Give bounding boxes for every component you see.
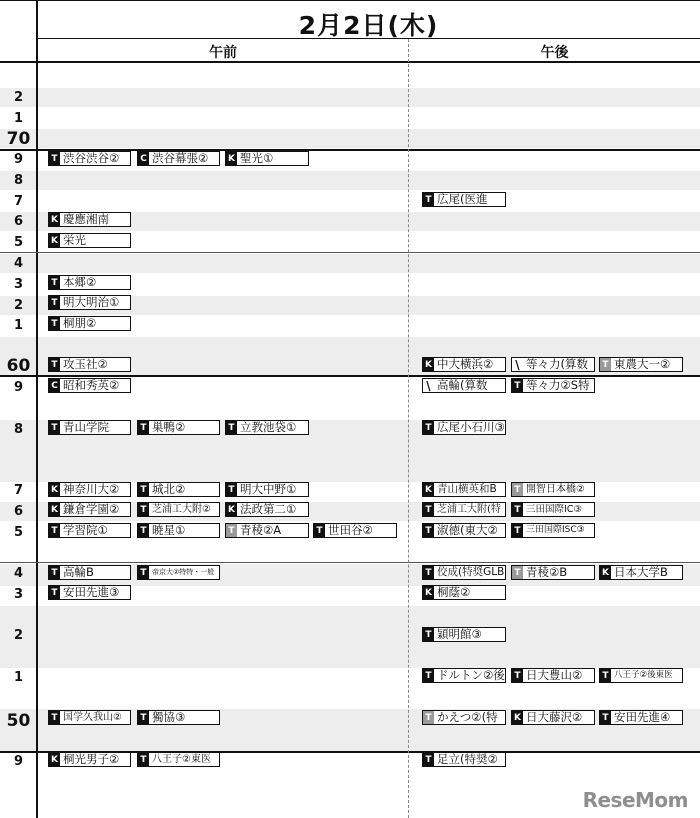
badge-icon: T [138,566,149,579]
school-label: 芝浦工大附② [152,504,211,515]
school-entry [48,212,131,227]
badge-icon: T [49,524,60,537]
row-label: 9 [13,380,24,395]
school-entry [225,151,309,166]
school-entry [48,585,131,600]
school-label: 八王子②東医 [152,754,211,765]
badge-icon: K [49,753,60,766]
watermark-logo: ReseMom [582,788,688,812]
school-entry [511,523,595,538]
badge-icon: T [512,483,523,496]
school-entry [599,357,683,372]
row-label: 5 [13,235,24,250]
row-label: 50 [6,711,31,731]
school-label: 暁星① [152,523,186,537]
badge-icon: T [423,421,434,434]
school-entry [48,151,131,166]
badge-icon: T [600,711,611,724]
school-label: 三田国際ISC③ [526,525,585,535]
school-entry [48,295,131,310]
row-label: 3 [13,277,24,292]
badge-icon: T [600,358,611,371]
school-entry [422,752,506,767]
school-entry [599,668,683,683]
badge-icon: T [512,379,523,392]
badge-icon: T [49,276,60,289]
school-label: 足立(特奨② [437,752,498,766]
school-label: 東農大一② [614,357,671,371]
school-entry [422,668,506,683]
badge-icon: T [423,628,434,641]
school-entry [422,192,506,207]
school-entry [137,420,220,435]
badge-icon: K [600,566,611,579]
school-label: 城北② [152,482,186,496]
school-entry [422,378,506,393]
school-entry [48,752,131,767]
school-label: 芝浦工大附(特 [437,504,501,515]
school-label: 国学久我山② [63,712,122,723]
school-label: 広尾(医進 [437,192,488,206]
school-entry [422,585,506,600]
school-label: 鎌倉学園② [63,502,120,516]
school-label: 栄光 [63,233,86,247]
school-entry [48,233,131,248]
badge-icon: T [49,317,60,330]
badge-icon: T [512,503,523,516]
badge-icon: K [226,152,237,165]
pm-column-header: 午後 [540,45,569,61]
school-label: 佼成(特奨GLB [437,566,505,578]
badge-icon: T [512,524,523,537]
school-entry [225,482,309,497]
school-label: 桐朋② [63,316,97,330]
row-label: 6 [13,214,24,229]
school-label: 青稜②B [526,565,568,579]
badge-icon: \ [423,379,434,392]
school-entry [422,502,506,517]
badge-icon: T [423,503,434,516]
school-entry [511,710,595,725]
school-label: かえつ②(特 [437,710,498,724]
school-label: 日大藤沢② [526,710,583,724]
badge-icon: K [423,358,434,371]
badge-icon: T [138,503,149,516]
badge-icon: T [49,586,60,599]
badge-icon: K [512,711,523,724]
row-label: 9 [13,152,24,167]
badge-icon: T [512,669,523,682]
school-entry [422,710,506,725]
row-label: 7 [13,483,24,498]
row-label: 2 [13,90,24,105]
school-entry [225,420,309,435]
school-label: 攻玉社② [63,357,108,371]
row-label: 6 [13,504,24,519]
badge-icon: T [138,711,149,724]
school-entry [599,565,683,580]
row-label: 2 [13,298,24,313]
school-label: 広尾小石川③ [437,420,505,434]
row-label: 4 [13,256,24,271]
badge-icon: T [138,524,149,537]
school-entry [511,357,595,372]
school-label: 学習院① [63,523,108,537]
school-entry [511,502,595,517]
badge-icon: K [49,234,60,247]
page-title: 2月2日(木) [298,11,439,40]
school-entry [511,565,595,580]
school-label: 巣鴨② [152,420,186,434]
badge-icon: T [49,296,60,309]
school-entry [422,420,506,435]
school-entry [48,378,131,393]
school-label: 高輪(算数 [437,378,488,392]
row-label: 1 [13,318,24,333]
school-entry [137,752,220,767]
school-entry [422,627,506,642]
school-entry [422,523,506,538]
school-entry [422,482,506,497]
school-entry [48,710,131,725]
badge-icon: T [423,711,434,724]
badge-icon: T [138,483,149,496]
school-label: 開智日本橋② [526,484,585,495]
school-label: 中大横浜② [437,357,494,371]
badge-icon: T [226,483,237,496]
school-label: 昭和秀英② [63,378,120,392]
school-label: 三田国際IC③ [526,504,582,515]
badge-icon: T [423,524,434,537]
row-label: 1 [13,111,24,126]
school-entry [48,523,131,538]
school-label: 立教池袋① [240,420,297,434]
school-label: 等々力(算数 [526,357,588,371]
badge-icon: T [49,152,60,165]
school-label: 高輪B [63,565,94,579]
badge-icon: T [49,358,60,371]
school-label: 安田先進③ [63,585,120,599]
badge-icon: K [49,483,60,496]
school-label: 日大豊山② [526,668,583,682]
school-label: 世田谷② [328,523,373,537]
school-entry [48,316,131,331]
row-label: 3 [13,587,24,602]
badge-icon: T [423,193,434,206]
row-label: 8 [13,173,24,188]
row-label: 9 [13,754,24,769]
school-label: 等々力②S特 [526,378,590,392]
school-entry [48,502,131,517]
school-label: 慶應湘南 [63,212,109,226]
school-entry [511,482,595,497]
school-entry [48,565,131,580]
school-label: 法政第二① [240,502,297,516]
school-label: 青山学院 [63,420,109,434]
badge-icon: K [49,503,60,516]
school-entry [137,482,220,497]
badge-icon: T [138,753,149,766]
badge-icon: K [423,586,434,599]
badge-icon: T [600,669,611,682]
school-entry [137,710,220,725]
badge-icon: T [423,566,434,579]
school-label: 八王子②後東医 [614,670,673,680]
badge-icon: T [49,421,60,434]
school-label: 渋谷渋谷② [63,151,120,165]
row-label: 8 [13,422,24,437]
school-label: 獨協③ [152,710,186,724]
row-label: 7 [13,194,24,209]
badge-icon: T [49,566,60,579]
school-entry [48,420,131,435]
school-label: 日本大学B [614,565,668,579]
school-entry [137,523,220,538]
school-entry [313,523,397,538]
badge-icon: T [314,524,325,537]
badge-icon: \ [512,358,523,371]
school-label: 渋谷幕張② [152,151,209,165]
badge-icon: K [49,213,60,226]
school-label: 桐光男子② [63,752,120,766]
am-column-header: 午前 [209,45,237,61]
school-entry [137,151,220,166]
row-label: 1 [13,670,24,685]
school-label: 穎明館③ [437,627,482,641]
badge-icon: T [512,566,523,579]
row-label: 70 [6,129,31,149]
badge-icon: T [423,669,434,682]
badge-icon: K [226,503,237,516]
school-entry [511,378,595,393]
school-entry [48,482,131,497]
school-entry [225,502,309,517]
badge-icon: C [138,152,149,165]
school-label: 安田先進④ [614,710,671,724]
badge-icon: K [423,483,434,496]
school-entry [48,357,131,372]
row-label: 60 [6,356,31,376]
school-label: 神奈川大② [63,482,120,496]
badge-icon: T [49,711,60,724]
school-entry [225,523,309,538]
school-label: 青稜②A [240,523,282,537]
school-entry [48,275,131,290]
school-label: 本郷② [63,275,97,289]
badge-icon: T [423,753,434,766]
school-label: 帝京大②特特・一般 [152,568,215,576]
school-label: 青山横英和B [437,483,497,495]
row-label: 2 [13,628,24,643]
row-label: 5 [13,525,24,540]
school-entry [511,668,595,683]
school-entry [422,357,506,372]
badge-icon: C [49,379,60,392]
badge-icon: T [226,421,237,434]
school-label: 明大明治① [63,295,120,309]
school-label: 桐蔭② [437,585,471,599]
school-label: ドルトン②後 [437,668,505,682]
school-label: 明大中野① [240,482,297,496]
badge-icon: T [226,524,237,537]
school-entry [137,565,220,580]
row-label: 4 [13,566,24,581]
badge-icon: T [138,421,149,434]
school-entry [599,710,683,725]
school-entry [137,502,220,517]
school-label: 聖光① [240,151,274,165]
school-entry [422,565,506,580]
school-label: 淑徳(東大② [437,523,498,537]
